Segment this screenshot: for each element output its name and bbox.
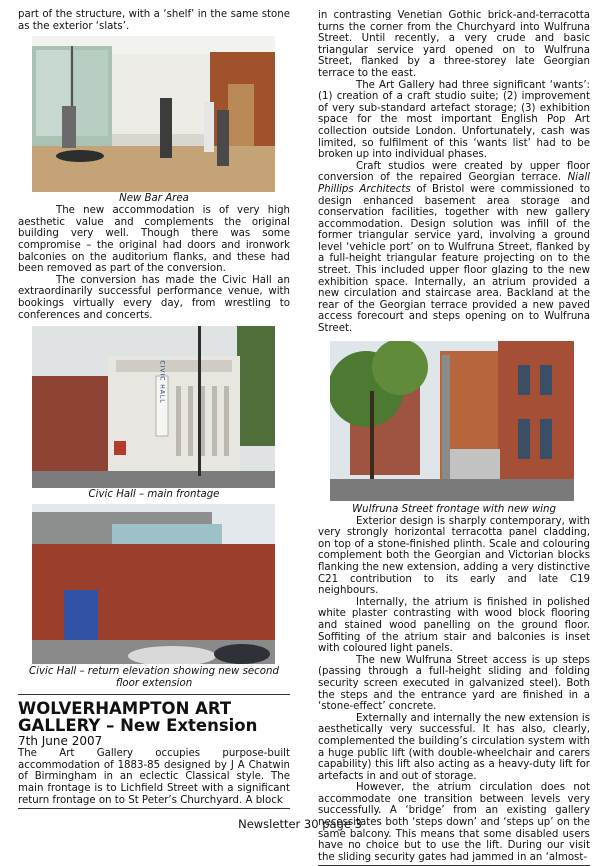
paragraph: However, the atrium circulation does not accommodate one transition between levels very successfully. A ‘bridge’ from an existing gallery necessitates both ‘steps down’ and ‘steps up’ on the same balcony. This means that some disabled users have no choice but to use the lift. During our visit the sliding security gates had jammed in an ‘almost- (318, 782, 590, 863)
paragraph: Exterior design is sharply contemporary, with very strongly horizontal terracotta panel cladding, on top of a stone-finished plinth. Scale and colouring complement both the Georgian and Victorian blocks flanking the new extension, adding a very distinctive C21 contribution to its early and late C19 neighbours. (318, 515, 590, 597)
caption-new-bar-area: New Bar Area (119, 193, 189, 205)
caption-wulfruna-street: Wulfruna Street frontage with new wing (352, 503, 556, 515)
intro-text: part of the structure, with a ‘shelf’ in the same stone as the exterior ‘slats’. (18, 9, 290, 32)
paragraph: in contrasting Venetian Gothic brick-and-terracotta turns the corner from the Churchyard into Wulfruna Street. Until recently, a very crude and basic triangular service yard opened on to Wulfruna Street, flanked by a three-storey late Georgian terrace to the east. (318, 10, 590, 79)
left-column (18, 0, 290, 809)
paragraph: The new accommodation is of very high aesthetic value and complements the original building very well. Though there was some compromise – the original had doors and ironwork balconies on the auditorium flanks, and these had been removed as part of the conversion. (18, 205, 290, 275)
paragraph: Internally, the atrium is finished in polished white plaster contrasting with wood block flooring and stained wood panelling on the ground floor. Soffiting of the atrium stair and balconies is inset with coloured light panels. (318, 596, 590, 655)
paragraph: Externally and internally the new extension is aesthetically very successful. It has also, clearly, complemented the building’s circulation system with a huge public lift (with double-wheelchair and carers capability) this lift also acting as a heavy-duty lift for artefacts in and out of storage. (318, 712, 590, 782)
paragraph: The new Wulfruna Street access is up steps (passing through a full-height sliding and folding security screen executed in galvanized steel). Both the steps and the entrance yard are finished in a ‘stone-effect’ concrete. (318, 654, 590, 713)
paragraph: The Art Gallery had three significant ‘wants’: (1) creation of a craft studio suite; (2) improvement of very sub-standard artefact storage; (3) exhibition space for the most important English Pop Art collection outside London. Unfortunately, cash was limited, so fulfilment of this ‘wants list’ had to be broken up into individual phases. (318, 79, 590, 161)
divider (18, 808, 290, 809)
divider (18, 694, 290, 695)
right-column (318, 0, 590, 866)
caption-civic-hall-return-elevation: Civic Hall – return elevation showing new second floor extension (29, 666, 279, 690)
photo-new-bar-area (32, 36, 275, 192)
photo-wulfruna-street-frontage (330, 341, 574, 501)
caption-civic-hall-main-frontage: Civic Hall – main frontage (88, 489, 220, 501)
paragraph: The Art Gallery occupies purpose-built accommodation of 1883-85 designed by J A Chatwin of Birmingham in an eclectic Classical style. The main frontage is to Lichfield Street with a significant return frontage on to St Peter’s Churchyard. A block (18, 748, 290, 806)
photo-civic-hall-return-elevation (32, 504, 275, 664)
civic-hall-sign: CIVIC HALL (158, 360, 166, 404)
page-footer: Newsletter 30 page 3 (238, 817, 362, 831)
architect-name: Niall Phillips Architects (318, 172, 590, 195)
paragraph: Craft studios were created by upper floor conversion of the repaired Georgian terrace. Niall Phillips Architects of Bristol were commissioned to design enhanced basement area storage and conservation facilities, together with new gallery accommodation. Design solution was infill of the former triangular service yard, involving a ground level ‘vehicle port’ on to Wulfruna Street, flanked by a full-height triangular feature projecting on to the street. This included upper floor glazing to the new exhibition space. Internally, an atrium provided a new circulation and staircase area. Backland at the rear of the Georgian terrace provided a new paved access forecourt and steps opening on to Wulfruna Street. (318, 160, 590, 335)
article-heading: WOLVERHAMPTON ART GALLERY – New Extension (18, 699, 258, 736)
photo-civic-hall-main-frontage (32, 326, 275, 488)
paragraph: The conversion has made the Civic Hall an extraordinarily successful performance venue, with bookings virtually every day, from wrestling to conferences and concerts. (18, 274, 290, 321)
article-date: 7th June 2007 (18, 734, 103, 749)
